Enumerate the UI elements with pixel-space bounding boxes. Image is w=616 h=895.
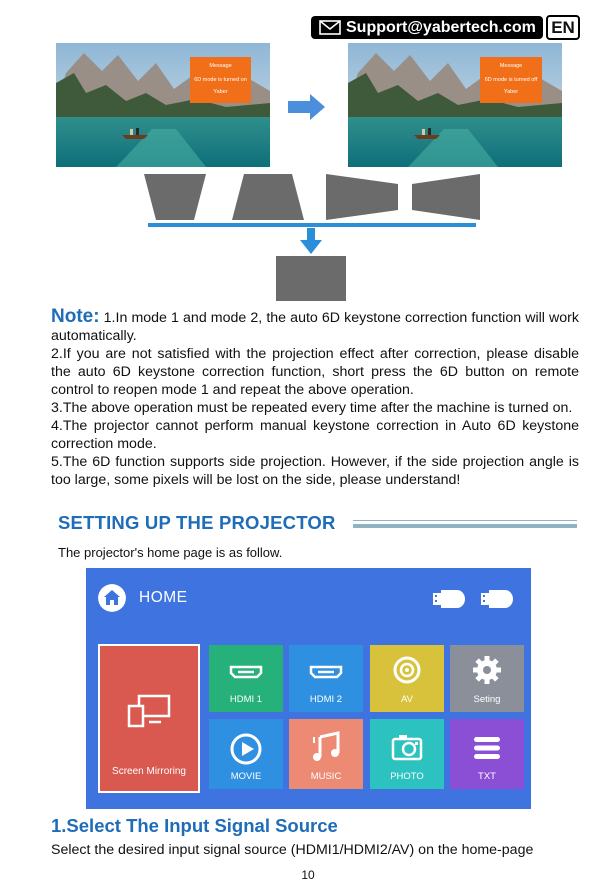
keystone-shapes <box>144 174 484 220</box>
home-icon <box>98 584 126 612</box>
note-item-5: 5.The 6D function supports side projection. However, if the side projection angle is too large, some pixels will be lost on the side, please understand! <box>51 454 579 488</box>
hdmi-icon <box>309 665 343 679</box>
keystone-shape-narrow-right <box>412 174 480 220</box>
arrow-right-icon <box>288 94 326 120</box>
note-text: 1.In mode 1 and mode 2, the auto 6D keystone correction function will work automatically. <box>51 310 579 344</box>
osd-brand: Yaber <box>503 89 519 96</box>
support-email-badge <box>311 16 543 39</box>
home-title: HOME <box>139 589 188 606</box>
tile-txt[interactable] <box>450 719 524 789</box>
subsection-description: Select the desired input signal source (HDMI1/HDMI2/AV) on the home-page <box>51 842 534 858</box>
usb-icon <box>481 590 513 608</box>
tile-label: MOVIE <box>230 771 262 782</box>
osd-message-box <box>190 57 251 103</box>
music-note-icon <box>310 731 342 763</box>
keystone-connector-line <box>148 223 476 227</box>
av-connector-icon <box>392 655 422 685</box>
tile-hdmi1[interactable] <box>209 645 283 712</box>
osd-title: Message <box>209 63 232 69</box>
tile-label: MUSIC <box>310 771 342 782</box>
play-circle-icon <box>230 733 262 765</box>
screen-mirroring-icon <box>127 694 171 728</box>
keystone-shape-narrow-top <box>232 174 304 220</box>
mail-icon <box>319 20 341 35</box>
note-item-1 <box>51 308 579 345</box>
osd-message-box <box>480 57 542 103</box>
tile-label: AV <box>401 694 413 705</box>
tile-music[interactable] <box>289 719 363 789</box>
osd-message: 6D mode is turned off <box>484 76 538 83</box>
tile-label: HDMI 1 <box>229 694 263 705</box>
subsection-title: 1.Select The Input Signal Source <box>51 815 338 836</box>
osd-brand: Yaber <box>213 89 228 96</box>
list-icon <box>472 735 502 761</box>
tile-label: TXT <box>478 771 496 782</box>
tile-av[interactable] <box>370 645 444 712</box>
tile-label: Seting <box>473 694 501 705</box>
camera-icon <box>391 733 423 761</box>
arrow-down-icon <box>300 228 322 254</box>
usb-icon <box>433 590 465 608</box>
home-screen-ui <box>86 568 531 809</box>
note-item-3: 3.The above operation must be repeated every time after the machine is turned on. <box>51 400 573 416</box>
section-divider <box>353 524 577 528</box>
notes-block <box>51 308 579 489</box>
tile-movie[interactable] <box>209 719 283 789</box>
section-title: SETTING UP THE PROJECTOR <box>58 512 336 533</box>
projection-screen-off <box>348 43 562 167</box>
tile-hdmi2[interactable] <box>289 645 363 712</box>
note-item-2: 2.If you are not satisfied with the projection effect after correction, please disable the auto 6D keystone correction function, short press the 6D button on remote control to reopen mode 1 and repeat the above operation. <box>51 346 579 398</box>
projection-screen-on <box>56 43 270 167</box>
keystone-shape-narrow-left <box>326 174 398 220</box>
keystone-shape-narrow-bottom <box>144 174 206 220</box>
support-email: Support@yabertech.com <box>346 18 536 36</box>
gear-icon <box>472 655 502 685</box>
tile-label: Screen Mirroring <box>112 766 186 777</box>
section-description: The projector's home page is as follow. <box>58 545 283 560</box>
tile-setting[interactable] <box>450 645 524 712</box>
page-number: 10 <box>301 868 315 882</box>
hdmi-icon <box>229 665 263 679</box>
osd-title: Message <box>499 63 523 69</box>
osd-message: 6D mode is turned on <box>194 76 247 83</box>
note-label: Note: <box>51 306 100 327</box>
tile-photo[interactable] <box>370 719 444 789</box>
tile-label: PHOTO <box>390 771 424 782</box>
language-badge: EN <box>546 15 580 40</box>
section-divider-thin <box>353 520 577 521</box>
note-item-4: 4.The projector cannot perform manual keystone correction in Auto 6D keystone correction mode. <box>51 418 579 452</box>
tile-label: HDMI 2 <box>309 694 343 705</box>
corrected-screen-shape <box>276 256 346 301</box>
tile-screen-mirroring[interactable] <box>98 644 200 793</box>
